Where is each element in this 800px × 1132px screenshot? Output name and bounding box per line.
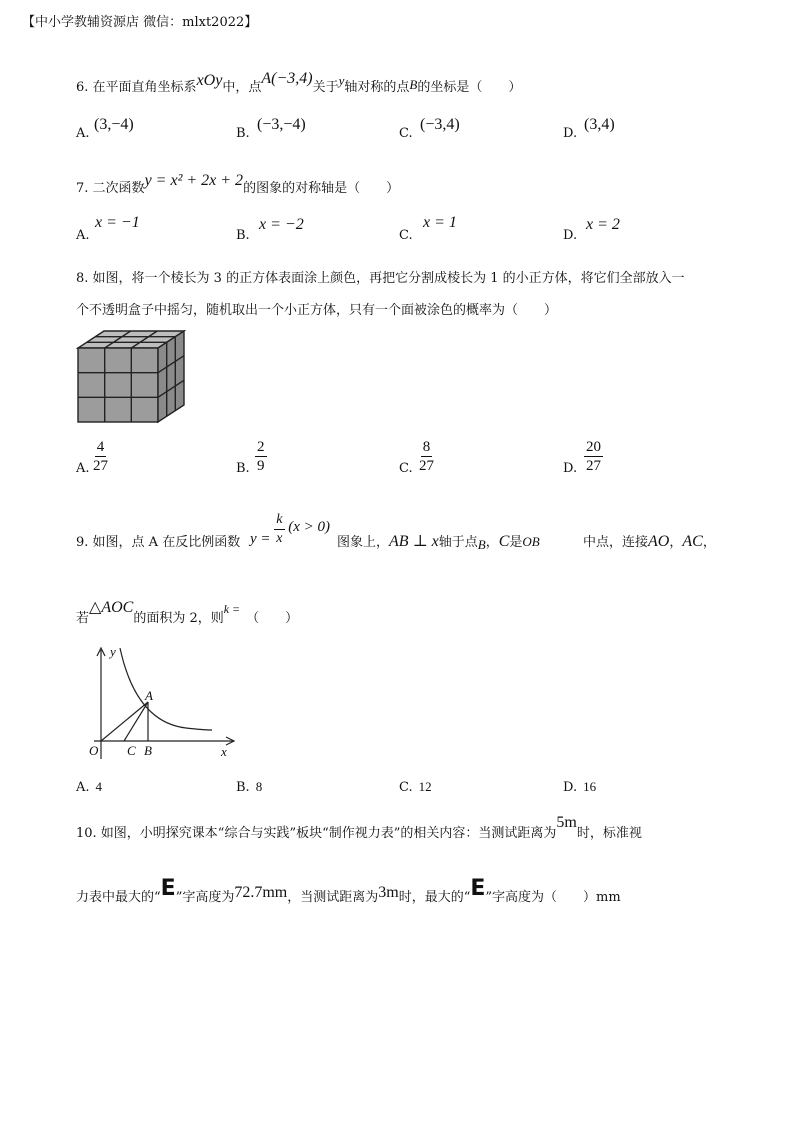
inverse-function-graph xyxy=(76,642,246,762)
question-6-stem: 6. 在平面直角坐标系xOy中，点A(−3,4)关于y轴对称的点B的坐标是（ ） xyxy=(76,70,522,95)
question-9-line-2: 若△AOC的面积为 2，则k =（ ） xyxy=(76,599,299,626)
q6-option-d: D. xyxy=(563,126,578,141)
q8-option-a: A. xyxy=(76,461,90,476)
question-9-line-1: 9. 如图，点 A 在反比例函数 xyxy=(76,535,241,550)
q9-option-b: B. 8 xyxy=(236,779,263,795)
quadratic-function: y = x² + 2x + 2 xyxy=(144,172,244,189)
question-number: 7. xyxy=(76,181,89,196)
letter-e-symbol: E xyxy=(160,876,176,901)
letter-e-symbol: E xyxy=(470,876,486,901)
q6-option-b-value: (−3,−4) xyxy=(257,116,306,133)
page-header: 【中小学教辅资源店 微信：mlxt2022】 xyxy=(22,15,258,30)
question-10-line-2: 力表中最大的“E”字高度为72.7mm，当测试距离为3m时，最大的“E”字高度为（ ）mm xyxy=(76,876,621,905)
q7-option-c-value: x = 1 xyxy=(423,214,457,231)
q8-option-d-fraction: $\frac{20}{27}$ xyxy=(586,439,601,474)
q9-option-a: A. 4 xyxy=(76,779,103,795)
question-7-stem: 7. 二次函数y = x² + 2x + 2的图象的对称轴是（ ） xyxy=(76,172,400,196)
q6-option-d-value: (3,4) xyxy=(584,116,615,133)
q6-option-c: C. xyxy=(399,126,413,141)
q7-option-b-value: x = −2 xyxy=(259,216,304,233)
graph-origin-label: O xyxy=(89,743,99,758)
q7-option-d: D. xyxy=(563,228,578,243)
point-a: A(−3,4) xyxy=(261,70,313,87)
graph-c-label: C xyxy=(127,743,136,758)
cube-figure xyxy=(76,328,188,424)
graph-a-label: A xyxy=(145,688,153,703)
q8-option-b-fraction: $\frac{2}{9}$ xyxy=(257,439,265,474)
q8-option-b: B. xyxy=(236,461,250,476)
graph-y-label: y xyxy=(110,644,116,659)
q8-option-d: D. xyxy=(563,461,578,476)
q7-option-d-value: x = 2 xyxy=(586,216,620,233)
question-8-line-1: 8. 如图，将一个棱长为 3 的正方体表面涂上颜色，再把它分割成棱长为 1 的小正方体，将它们全部放入一 xyxy=(76,271,685,286)
q6-option-b: B. xyxy=(236,126,250,141)
q8-option-c-fraction: $\frac{8}{27}$ xyxy=(419,439,434,474)
question-9-line-1-end: 中点，连接AO，AC， xyxy=(583,533,716,550)
q7-option-a-value: x = −1 xyxy=(95,214,140,231)
q9-option-d: D. 16 xyxy=(563,779,597,795)
q6-option-c-value: (−3,4) xyxy=(420,116,460,133)
q8-option-a-fraction: $\frac{4}{27}$ xyxy=(93,439,108,474)
question-10-line-1: 10. 如图，小明探究课本“综合与实践”板块“制作视力表”的相关内容：当测试距离为5m时，标准视 xyxy=(76,814,642,841)
q8-option-c: C. xyxy=(399,461,413,476)
q7-option-c: C. xyxy=(399,228,413,243)
q6-option-a-value: (3,−4) xyxy=(94,116,134,133)
graph-x-label: x xyxy=(221,744,227,759)
coordinate-system: xOy xyxy=(196,72,223,89)
inverse-function: y = $\frac{k}{x}$ (x > 0) xyxy=(250,512,331,547)
graph-b-label: B xyxy=(144,743,152,758)
question-8-line-2: 个不透明盒子中摇匀，随机取出一个小正方体，只有一个面被涂色的概率为（ ） xyxy=(76,303,558,318)
q6-option-a: A. xyxy=(76,126,90,141)
q9-option-c: C. 12 xyxy=(399,779,432,795)
q7-option-b: B. xyxy=(236,228,250,243)
question-number: 6. xyxy=(76,80,89,95)
question-9-line-1-rest: 图象上，AB ⊥ x轴于点B，C是OB xyxy=(337,533,540,552)
q7-option-a: A. xyxy=(76,228,90,243)
